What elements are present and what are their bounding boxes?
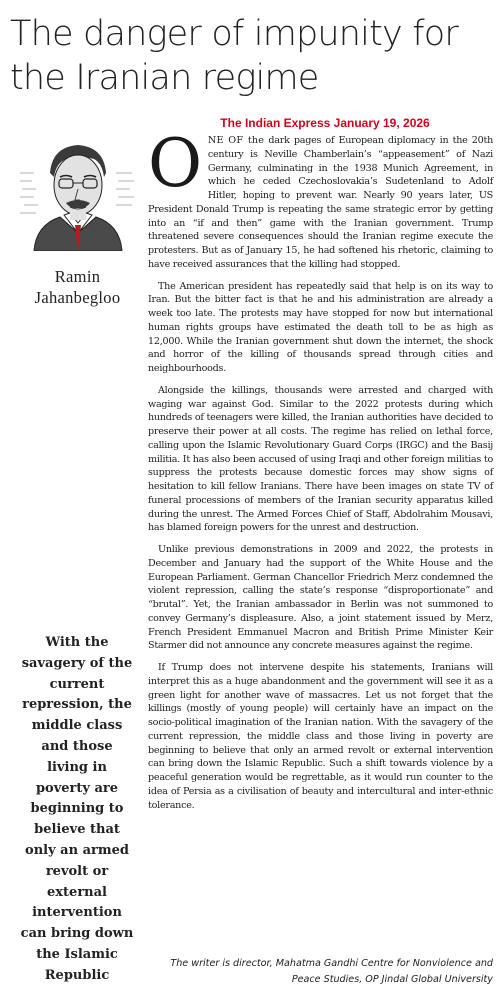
- author-note: [150, 956, 493, 988]
- pull-quote-line: external: [47, 884, 107, 900]
- pull-quote-line: savagery of the: [21, 655, 133, 671]
- lead-in: NE OF the: [207, 135, 265, 146]
- author-note-line-2: Peace Studies, OP Jindal Global University: [291, 974, 493, 985]
- pull-quote-line: only an armed: [25, 842, 129, 858]
- pull-quote-line: the Islamic: [36, 946, 118, 962]
- pull-quote-line: middle class: [31, 718, 123, 734]
- pull-quote-line: current: [49, 676, 105, 692]
- article-body: [148, 125, 494, 820]
- pull-quote-line: intervention: [32, 905, 122, 921]
- headline-line-2: the Iranian regime: [10, 58, 319, 98]
- pull-quote: [4, 633, 150, 987]
- pull-quote-line: revolt or: [45, 863, 109, 879]
- author-note-line-1: The writer is director, Mahatma Gandhi Centre for Nonviolence and: [170, 958, 493, 969]
- author-first-name: Ramin: [54, 267, 101, 286]
- pull-quote-line: and those: [41, 738, 113, 754]
- pull-quote-line: repression, the: [22, 697, 132, 713]
- paragraph-4: Unlike previous demonstrations in 2009 and 2022, the protests in December and January had the support of the White House and the European Parliament. German Chancellor Friedrich Merz condemned the violent repression, calling the state’s response “disproportionate” and “brutal”. Yet, the Iranian ambassador in Berlin was not summoned to convey Germany’s displeasure. Also, a joint statement issued by Merz, French President Emmanuel Macron and British Prime Minister Keir Starmer did not announce any concrete measures against the regime.: [148, 544, 493, 652]
- pull-quote-line: believe that: [34, 822, 120, 838]
- pull-quote-line: Republic: [44, 967, 110, 983]
- author-byline: [10, 266, 145, 308]
- paragraph-2: The American president has repeatedly said that help is on its way to Iran. But the bitter fact is that he and his administration are already a week too late. The protests may have stopped for now but international human rights groups have estimated the death toll to be as high as 12,000. While the Iranian government shut down the internet, the shock and horror of the killing of thousands spread through cities and neighbourhoods.: [148, 280, 493, 374]
- paragraph-1-text: dark pages of European diplomacy in the 20th century is Neville Chamberlain’s “appeasement” of Nazi Germany, culminating in the 1938 Munich Agreement, in which he ceded Czechoslovakia’s Sudetenland to Adolf Hitler, hoping to prevent war. Nearly 90 years later, US President Donald Trump is repeating the same strategic error by getting into an “if and then” game with the Iranian government. Trump threatened severe consequences should the Iranian regime execute the protesters. But as of January 15, he had softened his rhetoric, claiming to have received assurances that the killing had stopped.: [148, 135, 494, 270]
- pull-quote-line: beginning to: [30, 801, 124, 817]
- pull-quote-line: living in: [47, 759, 107, 775]
- pull-quote-line: With the: [45, 635, 109, 650]
- author-last-name: Jahanbegloo: [34, 288, 121, 307]
- source-label: The Indian Express January 19, 2026: [220, 116, 430, 130]
- pull-quote-line: can bring down: [20, 926, 134, 942]
- paragraph-3: Alongside the killings, thousands were arrested and charged with waging war against God. Similar to the 2022 protests during which hundreds of teenagers were killed, the Iranian authorities have decided to preserve their power at all costs. The regime has relied on lethal force, calling upon the Islamic Revolutionary Guard Corps (IRGC) and the Basij militia. It has also been accused of using Iraqi and other foreign militias to suppress the protests because domestic forces may show signs of hesitation to kill fellow Iranians. There have been images on state TV of funeral processions of members of the Iranian security apparatus killed during the unrest. The Armed Forces Chief of Staff, Abdolrahim Mousavi, has blamed foreign powers for the unrest and destruction.: [148, 384, 493, 534]
- drop-cap: O: [148, 125, 202, 202]
- headline: [10, 12, 490, 100]
- paragraph-5: If Trump does not intervene despite his statements, Iranians will interpret this as a huge abandonment and the government will see it as a green light for another wave of massacres. Let us not forget that the killings (mostly of young people) will certainly have an impact on the socio-political imagination of the Iranian nation. With the savagery of the current repression, the middle class and those living in poverty are beginning to believe that only an armed revolt or external intervention can bring down the Islamic Republic. Such a shift towards violence by a peaceful generation would be regrettable, as it would run counter to the idea of Persia as a civilisation of beauty and intercultural and inter-ethnic tolerance.: [148, 662, 493, 811]
- paragraph-1: [148, 125, 494, 272]
- pull-quote-line: poverty are: [35, 780, 119, 796]
- author-portrait: [20, 133, 135, 251]
- headline-line-1: The danger of impunity for: [10, 14, 458, 54]
